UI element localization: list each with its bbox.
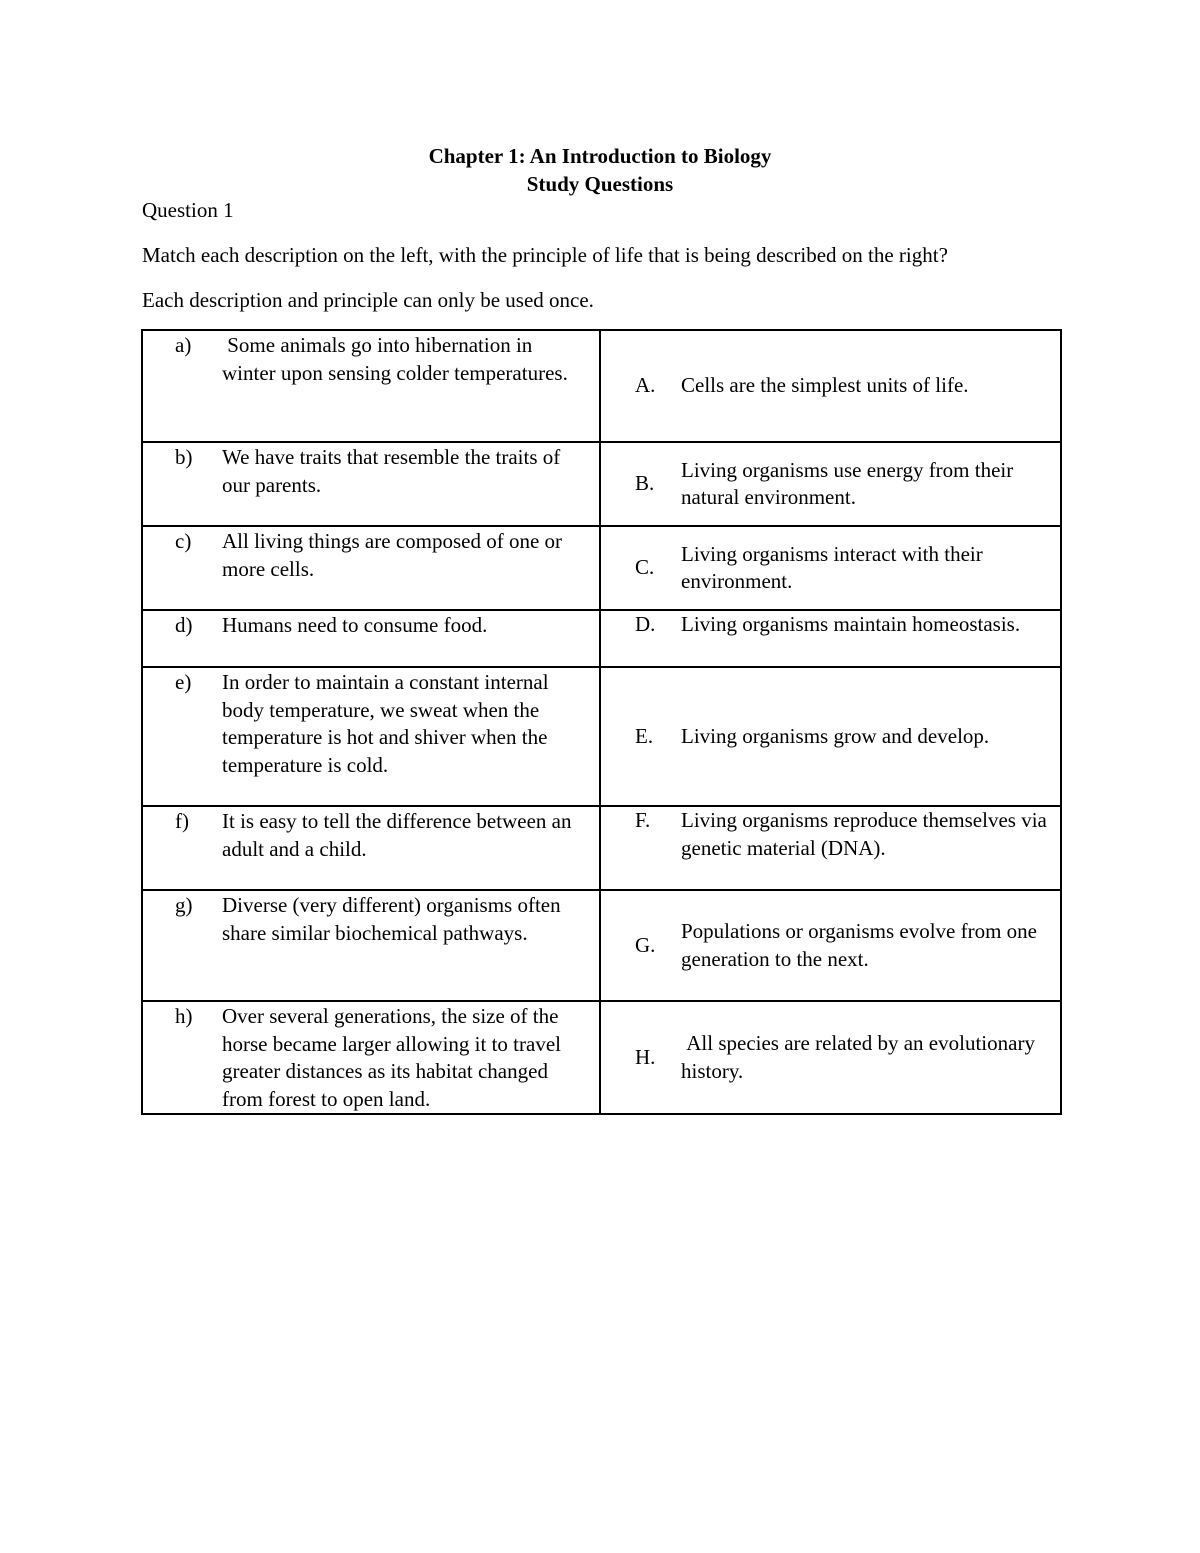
description-marker: c) — [175, 529, 192, 553]
principle-marker: H. — [635, 1044, 656, 1069]
principle-text: Living organisms use energy from their natural environment. — [681, 457, 1014, 509]
table-row — [142, 890, 1061, 1001]
principle-text: Living organisms maintain homeostasis. — [681, 612, 1021, 636]
table-row — [142, 667, 1061, 806]
description-marker: d) — [175, 613, 193, 637]
description-marker: g) — [175, 893, 193, 917]
description-text: All living things are composed of one or more cells. — [222, 529, 563, 581]
description-marker: a) — [175, 333, 192, 357]
description-cell — [142, 806, 600, 890]
section-subtitle: Study Questions — [526, 172, 674, 196]
question-instruction: Match each description on the left, with the principle of life that is being described on the right? — [142, 243, 948, 267]
chapter-title: Chapter 1: An Introduction to Biology — [428, 144, 772, 168]
principle-marker: A. — [635, 373, 656, 398]
principle-cell — [600, 806, 1061, 890]
principle-text: All species are related by an evolutionary history. — [681, 1031, 1041, 1083]
principle-cell — [600, 1001, 1061, 1114]
principle-marker: D. — [635, 612, 656, 636]
principle-cell — [600, 890, 1061, 1001]
table-row — [142, 526, 1061, 610]
description-cell — [142, 1001, 600, 1114]
description-cell — [142, 442, 600, 526]
principle-text: Living organisms interact with their environment. — [681, 541, 983, 593]
principle-text: Populations or organisms evolve from one generation to the next. — [681, 919, 1037, 971]
description-text: It is easy to tell the difference between an adult and a child. — [222, 809, 572, 861]
principle-marker: C. — [635, 555, 655, 580]
description-cell — [142, 610, 600, 667]
principle-text: Living organisms reproduce themselves via genetic material (DNA). — [681, 808, 1047, 860]
principle-cell — [600, 330, 1061, 442]
description-marker: e) — [175, 670, 192, 694]
principle-cell — [600, 442, 1061, 526]
table-row — [142, 806, 1061, 890]
principle-marker: B. — [635, 471, 655, 496]
description-text: We have traits that resemble the traits of our parents. — [222, 445, 561, 497]
principle-marker: F. — [635, 808, 651, 832]
principle-cell — [600, 526, 1061, 610]
principle-text: Cells are the simplest units of life. — [681, 373, 969, 398]
table-row — [142, 330, 1061, 442]
description-text: Some animals go into hibernation in winter upon sensing colder temperatures. — [222, 333, 568, 385]
description-text: Humans need to consume food. — [222, 613, 488, 637]
table-row — [142, 442, 1061, 526]
description-cell — [142, 667, 600, 806]
question-label: Question 1 — [142, 198, 234, 222]
description-text: Diverse (very different) organisms often share similar biochemical pathways. — [222, 893, 561, 945]
description-marker: h) — [175, 1004, 193, 1028]
principle-text: Living organisms grow and develop. — [681, 723, 990, 748]
principle-cell — [600, 667, 1061, 806]
description-marker: b) — [175, 445, 193, 469]
description-marker: f) — [175, 809, 189, 833]
description-cell — [142, 526, 600, 610]
description-text: Over several generations, the size of the horse became larger allowing it to travel greater distances as its habitat changed from forest to open land. — [222, 1004, 561, 1111]
matching-table — [141, 329, 1062, 1115]
description-text: In order to maintain a constant internal body temperature, we sweat when the temperature is hot and shiver when the temperature is cold. — [222, 670, 549, 777]
description-cell — [142, 890, 600, 1001]
title-block — [0, 142, 1200, 198]
table-row — [142, 1001, 1061, 1114]
question-note: Each description and principle can only be used once. — [142, 288, 594, 312]
table-row — [142, 610, 1061, 667]
principle-cell — [600, 610, 1061, 667]
principle-marker: G. — [635, 932, 656, 957]
principle-marker: E. — [635, 723, 654, 748]
description-cell — [142, 330, 600, 442]
